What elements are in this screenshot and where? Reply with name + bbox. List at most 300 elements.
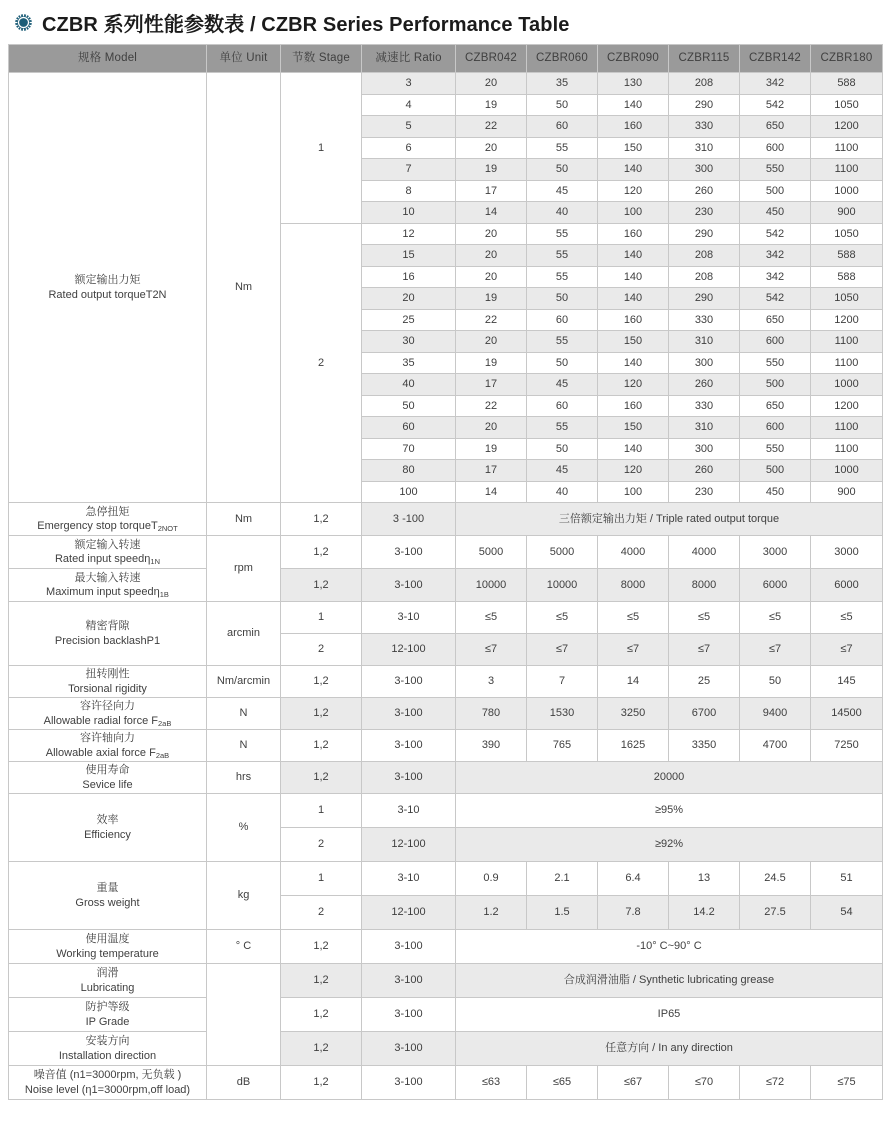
value-cell: 1050	[811, 223, 883, 245]
unit-torsional-rigidity: Nm/arcmin	[207, 666, 281, 698]
value-cell: 600	[740, 417, 811, 439]
installation-direction-row	[9, 1032, 883, 1066]
stage-working-temperature: 1,2	[281, 930, 362, 964]
value-cell: 60	[527, 395, 598, 417]
row-label-rated-input-speed: 额定输入转速 Rated input speedη$_{1N}$	[9, 536, 207, 569]
ratio-cell: 35	[362, 352, 456, 374]
value-cell: 20	[456, 417, 527, 439]
value-cell: 450	[740, 202, 811, 224]
value-cell: 588	[811, 266, 883, 288]
value-cell: 1200	[811, 116, 883, 138]
value-cell: 260	[669, 180, 740, 202]
value-cell: 542	[740, 223, 811, 245]
value-cell: 160	[598, 223, 669, 245]
row-label-gross-weight: 重量 Gross weight	[9, 862, 207, 930]
value-cell: 6.4	[598, 862, 669, 896]
ratio-torsional-rigidity: 3-100	[362, 666, 456, 698]
value-cell: 208	[669, 73, 740, 95]
value-cell: 900	[811, 481, 883, 503]
value-cell: 150	[598, 417, 669, 439]
value-cell: 140	[598, 438, 669, 460]
backlash-row-1	[9, 602, 883, 634]
value-cell: ≤5	[527, 602, 598, 634]
value-cell: 1100	[811, 159, 883, 181]
torsional-rigidity-row	[9, 666, 883, 698]
value-cell: 310	[669, 137, 740, 159]
value-cell: 20	[456, 223, 527, 245]
value-cell: 19	[456, 352, 527, 374]
ratio-cell: 16	[362, 266, 456, 288]
value-cell: 588	[811, 245, 883, 267]
value-cell: 6700	[669, 698, 740, 730]
value-cell: 40	[527, 202, 598, 224]
row-label-allowable-radial-force: 容许径向力 Allowable radial force $F_{2aB}$	[9, 698, 207, 730]
stage-ip-grade: 1,2	[281, 998, 362, 1032]
value-cell: 60	[527, 309, 598, 331]
value-cell: 140	[598, 94, 669, 116]
stage-1: 1	[281, 73, 362, 224]
value-cell: 13	[669, 862, 740, 896]
col-header-czbr142: CZBR142	[740, 45, 811, 73]
value-cell: ≤75	[811, 1066, 883, 1100]
row-label-emergency-stop: 急停扭矩 Emergency stop torqueT$_{2NOT}$	[9, 503, 207, 536]
value-cell: 14	[456, 481, 527, 503]
value-working-temperature: -10° C~90° C	[456, 930, 883, 964]
value-cell: ≤7	[527, 634, 598, 666]
value-cell: 342	[740, 73, 811, 95]
value-cell: 550	[740, 159, 811, 181]
stage-cell: 2	[281, 896, 362, 930]
value-cell: 310	[669, 331, 740, 353]
value-cell: 14	[456, 202, 527, 224]
ratio-cell: 3	[362, 73, 456, 95]
col-header-stage: 节数 Stage	[281, 45, 362, 73]
stage-cell: 1	[281, 602, 362, 634]
ratio-cell: 40	[362, 374, 456, 396]
row-label-noise-level: 噪音值 (n1=3000rpm, 无负载 ) Noise level (η1=3000rpm,off load)	[9, 1066, 207, 1100]
ratio-cell: 12-100	[362, 828, 456, 862]
value-cell: 100	[598, 481, 669, 503]
ratio-cell: 6	[362, 137, 456, 159]
value-cell: 54	[811, 896, 883, 930]
ratio-working-temperature: 3-100	[362, 930, 456, 964]
value-cell: 260	[669, 460, 740, 482]
value-cell: 3000	[811, 536, 883, 569]
col-header-czbr090: CZBR090	[598, 45, 669, 73]
value-cell: 55	[527, 417, 598, 439]
value-cell: 140	[598, 352, 669, 374]
efficiency-row-1	[9, 794, 883, 828]
value-cell: 5000	[456, 536, 527, 569]
col-header-model: 规格 Model	[9, 45, 207, 73]
working-temperature-row	[9, 930, 883, 964]
value-cell: 600	[740, 331, 811, 353]
service-life-row	[9, 762, 883, 794]
max-input-speed-row	[9, 569, 883, 602]
unit-gross-weight: kg	[207, 862, 281, 930]
value-cell: 7250	[811, 730, 883, 762]
noise-level-row	[9, 1066, 883, 1100]
value-cell: 120	[598, 460, 669, 482]
value-cell: 20	[456, 137, 527, 159]
ratio-emergency-stop: 3 -100	[362, 503, 456, 536]
value-cell: 120	[598, 374, 669, 396]
col-header-czbr180: CZBR180	[811, 45, 883, 73]
value-cell: 1.2	[456, 896, 527, 930]
stage-cell: 2	[281, 634, 362, 666]
value-cell: 19	[456, 288, 527, 310]
gross-weight-row-1	[9, 862, 883, 896]
ratio-cell: 12	[362, 223, 456, 245]
value-cell: 22	[456, 309, 527, 331]
value-cell: 650	[740, 116, 811, 138]
value-cell: 130	[598, 73, 669, 95]
value-cell: 160	[598, 116, 669, 138]
value-cell: 450	[740, 481, 811, 503]
unit-emergency-stop: Nm	[207, 503, 281, 536]
ratio-cell: 8	[362, 180, 456, 202]
ratio-installation: 3-100	[362, 1032, 456, 1066]
value-cell: 300	[669, 159, 740, 181]
value-cell: 542	[740, 94, 811, 116]
value-cell: 140	[598, 245, 669, 267]
value-cell: 330	[669, 309, 740, 331]
value-cell: ≤7	[598, 634, 669, 666]
ratio-cell: 50	[362, 395, 456, 417]
value-cell: 20	[456, 73, 527, 95]
value-cell: 14.2	[669, 896, 740, 930]
gear-icon	[14, 13, 33, 32]
value-cell: 55	[527, 266, 598, 288]
value-cell: 290	[669, 288, 740, 310]
value-cell: 342	[740, 245, 811, 267]
value-cell: 35	[527, 73, 598, 95]
value-cell: ≤67	[598, 1066, 669, 1100]
value-cell: 1625	[598, 730, 669, 762]
value-cell: 1200	[811, 309, 883, 331]
value-cell: 7.8	[598, 896, 669, 930]
ratio-noise-level: 3-100	[362, 1066, 456, 1100]
ratio-allowable-radial-force: 3-100	[362, 698, 456, 730]
unit-blank-merged	[207, 964, 281, 1066]
value-cell: 22	[456, 395, 527, 417]
value-cell: 3350	[669, 730, 740, 762]
value-cell: 8000	[598, 569, 669, 602]
value-cell: 6000	[811, 569, 883, 602]
stage-service-life: 1,2	[281, 762, 362, 794]
value-cell: 55	[527, 137, 598, 159]
stage-max-input-speed: 1,2	[281, 569, 362, 602]
row-label-allowable-axial-force: 容许轴向力 Allowable axial force $F_{2aB}$	[9, 730, 207, 762]
value-cell: 390	[456, 730, 527, 762]
col-header-ratio: 减速比 Ratio	[362, 45, 456, 73]
value-cell: 1050	[811, 94, 883, 116]
value-cell: 500	[740, 374, 811, 396]
value-cell: 140	[598, 159, 669, 181]
value-cell: 208	[669, 245, 740, 267]
value-cell: 1100	[811, 352, 883, 374]
value-cell: 650	[740, 309, 811, 331]
row-label-ip-grade: 防护等级 IP Grade	[9, 998, 207, 1032]
value-cell: 20	[456, 331, 527, 353]
stage-2: 2	[281, 223, 362, 503]
value-cell: 230	[669, 202, 740, 224]
value-cell: 550	[740, 352, 811, 374]
value-cell: 17	[456, 374, 527, 396]
value-cell: 50	[527, 288, 598, 310]
ratio-cell: 25	[362, 309, 456, 331]
value-service-life: 20000	[456, 762, 883, 794]
value-cell: 650	[740, 395, 811, 417]
value-cell: 17	[456, 180, 527, 202]
value-cell: 55	[527, 331, 598, 353]
ratio-cell: 20	[362, 288, 456, 310]
value-cell: 10000	[456, 569, 527, 602]
value-emergency-stop: 三倍额定输出力矩 / Triple rated output torque	[456, 503, 883, 536]
value-cell: ≤7	[740, 634, 811, 666]
performance-table	[8, 44, 883, 1100]
ratio-cell: 15	[362, 245, 456, 267]
ratio-cell: 12-100	[362, 896, 456, 930]
value-cell: 120	[598, 180, 669, 202]
stage-emergency-stop: 1,2	[281, 503, 362, 536]
value-lubricating: 合成润滑油脂 / Synthetic lubricating grease	[456, 964, 883, 998]
value-cell: ≤65	[527, 1066, 598, 1100]
value-cell: 45	[527, 180, 598, 202]
value-cell: 588	[811, 73, 883, 95]
value-cell: 2.1	[527, 862, 598, 896]
allowable-axial-force-row	[9, 730, 883, 762]
value-cell: ≤5	[456, 602, 527, 634]
ratio-cell: 3-10	[362, 794, 456, 828]
value-cell: 300	[669, 438, 740, 460]
value-cell: 50	[740, 666, 811, 698]
row-label-max-input-speed: 最大输入转速 Maximum input speedη$_{1B}$	[9, 569, 207, 602]
row-label-backlash: 精密背隙 Precision backlashP1	[9, 602, 207, 666]
ratio-cell: 7	[362, 159, 456, 181]
value-cell: 4000	[598, 536, 669, 569]
unit-backlash: arcmin	[207, 602, 281, 666]
value-efficiency: ≥95%	[456, 794, 883, 828]
value-cell: 1000	[811, 374, 883, 396]
stage-lubricating: 1,2	[281, 964, 362, 998]
ratio-cell: 80	[362, 460, 456, 482]
value-cell: 60	[527, 116, 598, 138]
value-cell: 150	[598, 331, 669, 353]
value-cell: 290	[669, 94, 740, 116]
value-cell: 1100	[811, 417, 883, 439]
value-cell: 600	[740, 137, 811, 159]
value-cell: 8000	[669, 569, 740, 602]
stage-allowable-axial-force: 1,2	[281, 730, 362, 762]
table-header-row	[9, 45, 883, 73]
value-cell: 1200	[811, 395, 883, 417]
value-cell: ≤7	[456, 634, 527, 666]
value-cell: 330	[669, 116, 740, 138]
value-cell: 342	[740, 266, 811, 288]
row-label-working-temperature: 使用温度 Working temperature	[9, 930, 207, 964]
row-label-lubricating: 润滑 Lubricating	[9, 964, 207, 998]
value-efficiency: ≥92%	[456, 828, 883, 862]
col-header-czbr042: CZBR042	[456, 45, 527, 73]
stage-installation: 1,2	[281, 1032, 362, 1066]
value-cell: 1000	[811, 460, 883, 482]
value-cell: 55	[527, 223, 598, 245]
value-cell: 1050	[811, 288, 883, 310]
ratio-cell: 30	[362, 331, 456, 353]
value-cell: 140	[598, 288, 669, 310]
value-cell: 145	[811, 666, 883, 698]
unit-allowable-axial-force: N	[207, 730, 281, 762]
ratio-ip-grade: 3-100	[362, 998, 456, 1032]
value-cell: 780	[456, 698, 527, 730]
value-cell: 17	[456, 460, 527, 482]
stage-cell: 1	[281, 862, 362, 896]
value-cell: 900	[811, 202, 883, 224]
value-cell: 50	[527, 94, 598, 116]
unit-rated-output-torque: Nm	[207, 73, 281, 503]
unit-input-speed: rpm	[207, 536, 281, 602]
stage-allowable-radial-force: 1,2	[281, 698, 362, 730]
value-cell: 330	[669, 395, 740, 417]
value-cell: 5000	[527, 536, 598, 569]
value-cell: 500	[740, 180, 811, 202]
ratio-cell: 10	[362, 202, 456, 224]
stage-cell: 2	[281, 828, 362, 862]
table-body	[9, 73, 883, 1100]
unit-service-life: hrs	[207, 762, 281, 794]
value-cell: 290	[669, 223, 740, 245]
value-cell: 260	[669, 374, 740, 396]
value-cell: ≤7	[811, 634, 883, 666]
torque-row-3	[9, 73, 883, 95]
value-cell: 300	[669, 352, 740, 374]
stage-rated-input-speed: 1,2	[281, 536, 362, 569]
value-cell: ≤63	[456, 1066, 527, 1100]
value-cell: 40	[527, 481, 598, 503]
value-cell: 3250	[598, 698, 669, 730]
ratio-max-input-speed: 3-100	[362, 569, 456, 602]
ip-grade-row	[9, 998, 883, 1032]
value-cell: 55	[527, 245, 598, 267]
value-cell: 50	[527, 438, 598, 460]
ratio-cell: 12-100	[362, 634, 456, 666]
value-cell: 0.9	[456, 862, 527, 896]
emergency-stop-row	[9, 503, 883, 536]
value-cell: 22	[456, 116, 527, 138]
value-cell: 4000	[669, 536, 740, 569]
value-cell: 160	[598, 395, 669, 417]
row-label-service-life: 使用寿命 Sevice life	[9, 762, 207, 794]
value-cell: 50	[527, 159, 598, 181]
row-label-efficiency: 效率 Efficiency	[9, 794, 207, 862]
value-cell: 3	[456, 666, 527, 698]
value-cell: 6000	[740, 569, 811, 602]
value-cell: ≤5	[811, 602, 883, 634]
ratio-allowable-axial-force: 3-100	[362, 730, 456, 762]
ratio-cell: 60	[362, 417, 456, 439]
col-header-czbr060: CZBR060	[527, 45, 598, 73]
value-cell: 27.5	[740, 896, 811, 930]
value-cell: 1100	[811, 331, 883, 353]
value-cell: 45	[527, 460, 598, 482]
value-cell: 19	[456, 94, 527, 116]
value-cell: 100	[598, 202, 669, 224]
value-cell: 51	[811, 862, 883, 896]
value-cell: 45	[527, 374, 598, 396]
page-title	[8, 0, 882, 44]
row-label-torsional-rigidity: 扭转刚性 Torsional rigidity	[9, 666, 207, 698]
value-cell: 1530	[527, 698, 598, 730]
stage-cell: 1	[281, 794, 362, 828]
ratio-cell: 3-10	[362, 862, 456, 896]
value-cell: 160	[598, 309, 669, 331]
value-cell: 50	[527, 352, 598, 374]
value-cell: 150	[598, 137, 669, 159]
ratio-cell: 70	[362, 438, 456, 460]
value-cell: 1.5	[527, 896, 598, 930]
value-cell: 19	[456, 159, 527, 181]
value-cell: 14	[598, 666, 669, 698]
value-cell: 550	[740, 438, 811, 460]
value-cell: 10000	[527, 569, 598, 602]
row-label-installation-direction: 安装方向 Installation direction	[9, 1032, 207, 1066]
ratio-cell: 5	[362, 116, 456, 138]
value-cell: 1100	[811, 137, 883, 159]
ratio-cell: 4	[362, 94, 456, 116]
row-label-rated-output-torque: 额定输出力矩 Rated output torqueT2N	[9, 73, 207, 503]
value-cell: 765	[527, 730, 598, 762]
unit-working-temperature: ° C	[207, 930, 281, 964]
value-cell: 14500	[811, 698, 883, 730]
value-cell: ≤5	[740, 602, 811, 634]
unit-efficiency: %	[207, 794, 281, 862]
value-cell: 1100	[811, 438, 883, 460]
ratio-rated-input-speed: 3-100	[362, 536, 456, 569]
value-cell: 310	[669, 417, 740, 439]
value-cell: 20	[456, 245, 527, 267]
ratio-lubricating: 3-100	[362, 964, 456, 998]
value-cell: ≤7	[669, 634, 740, 666]
value-cell: 500	[740, 460, 811, 482]
value-cell: 9400	[740, 698, 811, 730]
value-cell: 3000	[740, 536, 811, 569]
stage-torsional-rigidity: 1,2	[281, 666, 362, 698]
value-cell: 24.5	[740, 862, 811, 896]
col-header-unit: 单位 Unit	[207, 45, 281, 73]
value-cell: 140	[598, 266, 669, 288]
value-cell: ≤5	[598, 602, 669, 634]
value-ip-grade: IP65	[456, 998, 883, 1032]
unit-allowable-radial-force: N	[207, 698, 281, 730]
page-title-text: CZBR 系列性能参数表 / CZBR Series Performance Table	[42, 13, 570, 36]
ratio-cell: 3-10	[362, 602, 456, 634]
value-cell: 1000	[811, 180, 883, 202]
allowable-radial-force-row	[9, 698, 883, 730]
value-cell: 20	[456, 266, 527, 288]
stage-noise-level: 1,2	[281, 1066, 362, 1100]
value-cell: ≤70	[669, 1066, 740, 1100]
rated-input-speed-row	[9, 536, 883, 569]
unit-noise-level: dB	[207, 1066, 281, 1100]
ratio-service-life: 3-100	[362, 762, 456, 794]
value-cell: 542	[740, 288, 811, 310]
lubricating-row	[9, 964, 883, 998]
value-cell: 7	[527, 666, 598, 698]
value-cell: ≤72	[740, 1066, 811, 1100]
value-installation: 任意方向 / In any direction	[456, 1032, 883, 1066]
value-cell: 208	[669, 266, 740, 288]
